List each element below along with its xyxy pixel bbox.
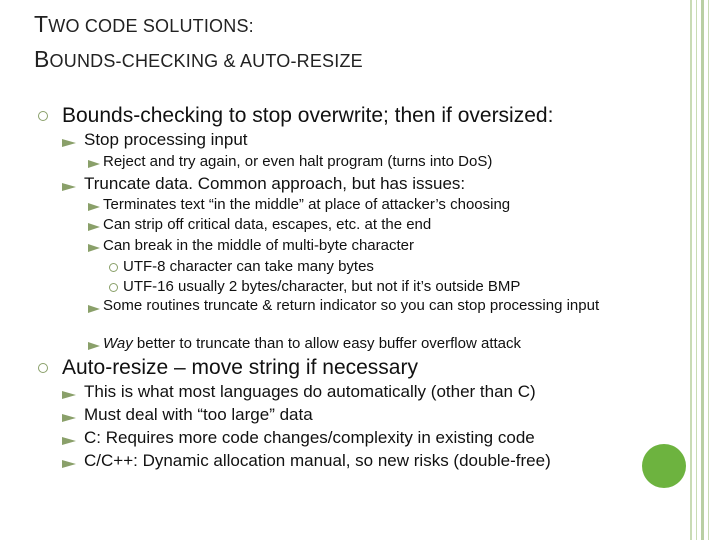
- ring-bullet-icon: [38, 363, 48, 373]
- bullet-bounds-checking: Bounds-checking to stop overwrite; then if oversized:: [38, 104, 553, 128]
- ring-bullet-icon: [38, 111, 48, 121]
- arrow-bullet-icon: [62, 385, 76, 405]
- bullet-cpp-dynamic: C/C++: Dynamic allocation manual, so new risks (double-free): [62, 451, 551, 474]
- ring-bullet-icon: [109, 283, 118, 292]
- right-rule-2: [696, 0, 697, 540]
- bullet-c-requires: C: Requires more code changes/complexity in existing code: [62, 428, 535, 451]
- bullet-way-better: Way better to truncate than to allow easy buffer overflow attack: [88, 335, 521, 355]
- ring-bullet-icon: [109, 263, 118, 272]
- arrow-bullet-icon: [88, 338, 100, 355]
- arrow-bullet-icon: [62, 408, 76, 428]
- bullet-multibyte: Can break in the middle of multi-byte character: [88, 237, 414, 257]
- arrow-bullet-icon: [62, 431, 76, 451]
- arrow-bullet-icon: [88, 219, 100, 236]
- arrow-bullet-icon: [62, 454, 76, 474]
- title-line-1: TWO CODE SOLUTIONS:: [34, 11, 254, 37]
- bullet-utf16: UTF-16 usually 2 bytes/character, but not if it’s outside BMP: [109, 278, 520, 295]
- bullet-most-languages: This is what most languages do automatically (other than C): [62, 382, 536, 405]
- arrow-bullet-icon: [88, 199, 100, 216]
- arrow-bullet-icon: [62, 177, 76, 197]
- bullet-reject: Reject and try again, or even halt program (turns into DoS): [88, 153, 492, 173]
- bullet-strip: Can strip off critical data, escapes, etc. at the end: [88, 216, 431, 236]
- bullet-stop-processing: Stop processing input: [62, 130, 248, 153]
- bullet-some-routines: Some routines truncate & return indicator so you can stop processing input: [88, 298, 623, 318]
- right-rule-1: [690, 0, 692, 540]
- arrow-bullet-icon: [88, 156, 100, 173]
- bullet-utf8: UTF-8 character can take many bytes: [109, 258, 374, 275]
- bullet-terminates: Terminates text “in the middle” at place of attacker’s choosing: [88, 196, 510, 216]
- green-circle-decoration: [642, 444, 686, 488]
- arrow-bullet-icon: [88, 240, 100, 257]
- emphasis-way: Way: [103, 335, 133, 352]
- arrow-bullet-icon: [62, 133, 76, 153]
- bullet-auto-resize: Auto-resize – move string if necessary: [38, 356, 418, 380]
- title-line-2: BOUNDS-CHECKING & AUTO-RESIZE: [34, 46, 363, 72]
- right-rule-4: [708, 0, 709, 540]
- bullet-too-large: Must deal with “too large” data: [62, 405, 313, 428]
- bullet-truncate: Truncate data. Common approach, but has issues:: [62, 174, 465, 197]
- arrow-bullet-icon: [88, 301, 100, 318]
- slide-title: [34, 6, 363, 76]
- right-rule-3: [701, 0, 704, 540]
